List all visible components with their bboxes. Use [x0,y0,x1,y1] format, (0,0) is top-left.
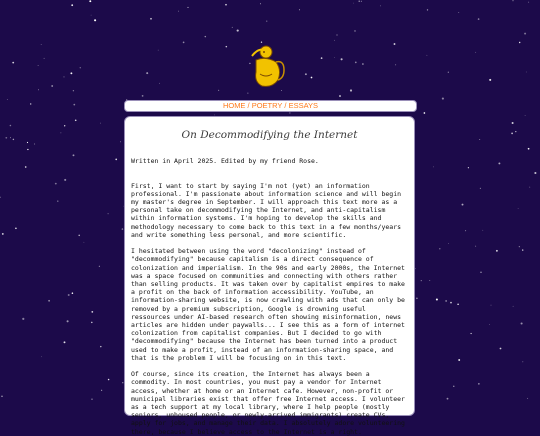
star [528,148,530,150]
star [427,9,428,10]
star [448,243,449,244]
star [27,142,28,143]
star [41,356,42,357]
star [187,7,188,8]
star [489,324,490,325]
star [120,141,121,142]
star [334,40,335,41]
star [146,72,148,74]
star [70,72,72,74]
star [5,137,7,139]
star [458,12,459,13]
star [44,58,45,59]
star [429,280,430,281]
star [458,359,460,361]
star [108,213,109,214]
star [442,98,444,100]
star [359,1,360,2]
star [122,228,124,230]
star [247,93,248,94]
star [475,246,476,247]
star [64,125,65,126]
star [439,248,440,249]
star [67,320,69,322]
star [1,396,3,398]
star [339,95,341,97]
golden-figure-icon [248,40,288,90]
nav-separator: / [284,101,287,110]
star [436,298,438,300]
star [55,183,57,185]
star [80,67,81,68]
star [457,303,459,305]
star [511,133,513,135]
star [7,99,8,100]
star [448,72,449,73]
star [478,18,480,20]
star [15,227,17,229]
star [479,139,480,140]
star [480,272,481,273]
star [100,346,101,347]
star [447,398,449,400]
star [99,266,100,267]
star [232,27,233,28]
star [10,137,11,138]
top-nav [124,100,417,112]
star [496,250,498,252]
star [218,90,219,91]
star [519,42,520,43]
star [142,95,144,97]
nav-home-link[interactable]: HOME [222,101,246,110]
article-meta: Written in April 2025. Edited by my friend Rose. [131,157,319,165]
article-paragraph: First, I want to start by saying I'm not (yet) an information professional. I'm passionate about information science and will begin my master's degree in September. I will approach this text more as a personal take on decommodifying the Internet, and anti-capitalism within information systems. I'm hoping to develop the skills and methodology necessary to come back to this text in a few months/years and write something less personal, and more scientific. [131,181,402,239]
star [91,399,92,400]
star [63,76,64,77]
star [498,162,500,164]
star [500,348,502,350]
star [73,154,75,156]
star [512,122,514,124]
star [355,62,357,64]
star [10,125,12,127]
star [526,72,527,73]
star [27,149,28,150]
star [521,322,523,324]
article-card [124,116,415,436]
star [421,280,422,281]
star [12,62,14,64]
star [57,200,58,201]
star [91,15,92,16]
star [73,90,74,91]
star [480,188,481,189]
star [78,235,79,236]
star [91,311,93,313]
star [68,294,70,296]
star [22,318,24,320]
star [478,383,479,384]
star [25,166,27,168]
star [281,90,282,91]
star [482,230,483,231]
star [38,65,39,66]
star [462,204,464,206]
star [51,85,53,87]
star [529,187,530,188]
star [158,50,159,51]
star [433,167,434,168]
star [237,30,239,32]
star [73,104,75,106]
star [2,233,4,235]
star [13,139,15,141]
star [491,305,492,306]
article-paragraph: Of course, since its creation, the Internet has always been a commodity. In most countries, you must pay a vendor for Internet access, whether at home or an Internet cafe. However, non-profit or municipal libraries exist that offer free Internet access. I volunteer as a tech support at my local library, where I help people (mostly seniors, unhoused people, or newly-arrived immigrants) create CVs, apply for jobs, and manage their data. I absolutely adore volunteering there, because I believe access to the Internet is a right. [131,370,405,436]
star [89,0,91,2]
star [465,230,466,231]
star [450,302,452,304]
star [225,4,227,6]
star [353,3,354,4]
star [470,333,471,334]
star [260,3,261,4]
star [528,2,529,3]
star [101,390,102,391]
star [534,172,536,174]
star [178,11,179,12]
star [321,57,323,59]
star [468,167,469,168]
star [489,79,491,81]
star [527,398,528,399]
star [30,103,31,104]
star [354,30,355,31]
star [394,43,396,45]
star [48,300,50,302]
star [72,292,74,294]
star [64,341,66,343]
star [519,246,520,247]
star [395,64,396,65]
star [522,249,523,250]
star [361,1,362,2]
star [518,208,519,209]
nav-poetry-link[interactable]: POETRY [251,101,283,110]
star [475,52,476,53]
star [115,159,117,161]
star [94,19,96,21]
star [84,242,85,243]
star [525,115,526,116]
star [108,379,110,381]
article-paragraph: I hesitated between using the word "decolonizing" instead of "decommodifying" because capitalism is a direct consequence of colonization and imperialism. In the 90s and early 2000s, the Internet was a space focused on communities and connecting with others rather than selling products. It was taken over by capitalist empires to make a profit on the back of information accessibility. YouTube, an information-sharing website, is now crawling with ads that can only be removed by a premium subscription, Google is drowning useful ressources under AI-based research often showing misinformation, news articles are hidden under paywalls... I see this as a form of internet colonization from capitalist companies. But I decided to go with "decommodifying" because the Internet has been turned into a product used to make a profit, instead of an information-sharing space, and that is the problem I will be focusing on in this text. [131,247,405,362]
star [41,44,42,45]
star [266,21,267,22]
star [416,297,418,299]
star [515,131,516,132]
star [289,112,290,113]
star [336,34,337,35]
star [453,386,454,387]
star [71,4,73,6]
star [524,33,526,35]
nav-essays-link[interactable]: ESSAYS [288,101,319,110]
star [341,58,343,60]
star [522,361,523,362]
star [75,119,77,121]
site-logo[interactable] [248,40,288,90]
star [380,6,381,7]
star [350,89,352,91]
nav-separator: / [247,101,250,110]
article-title: On Decommodifying the Internet [181,129,358,141]
star [91,322,93,324]
star [445,300,446,301]
star [150,18,152,20]
star [226,46,228,48]
star [0,197,1,198]
star [362,63,364,65]
star [334,57,335,58]
star [424,112,426,114]
star [61,133,62,134]
star [299,9,300,10]
star [38,89,39,90]
star [305,73,307,75]
star [512,0,513,1]
star [64,179,66,181]
star [183,42,185,44]
star [205,36,206,37]
star [159,83,160,84]
star [311,77,313,79]
star [100,123,101,124]
star [34,144,35,145]
star [426,55,427,56]
star [513,306,514,307]
